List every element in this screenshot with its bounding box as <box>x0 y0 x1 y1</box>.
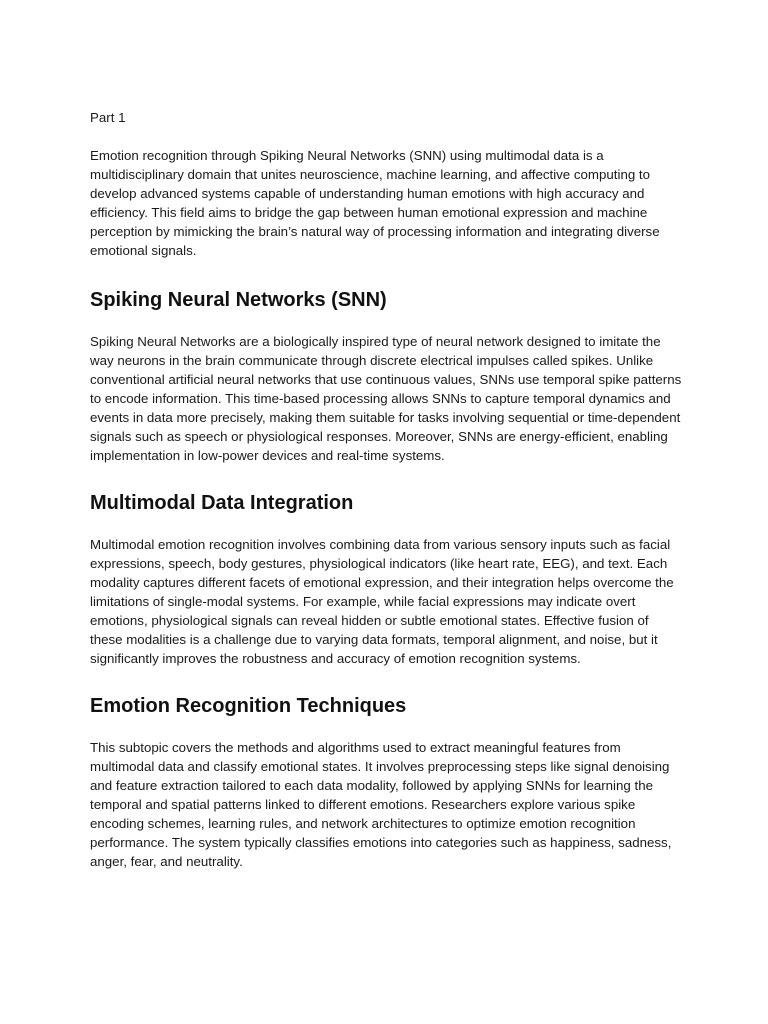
part-label: Part 1 <box>90 110 126 125</box>
section-body-snn: Spiking Neural Networks are a biologically inspired type of neural network designed to imitate the way neurons in the brain communicate through discrete electrical impulses called spikes. Unlike conventional artificial neural networks that use continuous values, SNNs use temporal spike patterns to encode information. This time-based processing allows SNNs to capture temporal dynamics and events in data more precisely, making them suitable for tasks involving sequential or time-dependent signals such as speech or physiological responses. Moreover, SNNs are energy-efficient, enabling implementation in low-power devices and real-time systems. <box>90 334 682 463</box>
section-body-techniques: This subtopic covers the methods and algorithms used to extract meaningful features from multimodal data and classify emotional states. It involves preprocessing steps like signal denoising and feature extraction tailored to each data modality, followed by applying SNNs for learning the temporal and spatial patterns linked to different emotions. Researchers explore various spike encoding schemes, learning rules, and network architectures to optimize emotion recognition performance. The system typically classifies emotions into categories such as happiness, sadness, anger, fear, and neutrality. <box>90 740 672 869</box>
document-page <box>90 108 682 871</box>
section-heading-multimodal: Multimodal Data Integration <box>90 492 354 514</box>
section-heading-snn: Spiking Neural Networks (SNN) <box>90 289 387 311</box>
intro-paragraph: Emotion recognition through Spiking Neural Networks (SNN) using multimodal data is a multidisciplinary domain that unites neuroscience, machine learning, and affective computing to develop advanced systems capable of understanding human emotions with high accuracy and efficiency. This field aims to bridge the gap between human emotional expression and machine perception by mimicking the brain’s natural way of processing information and integrating diverse emotional signals. <box>90 148 660 258</box>
section-heading-techniques: Emotion Recognition Techniques <box>90 695 407 717</box>
section-body-multimodal: Multimodal emotion recognition involves combining data from various sensory inputs such as facial expressions, speech, body gestures, physiological indicators (like heart rate, EEG), and text. Each modality captures different facets of emotional expression, and their integration helps overcome the limitations of single-modal systems. For example, while facial expressions may indicate overt emotions, physiological signals can reveal hidden or subtle emotional states. Effective fusion of these modalities is a challenge due to varying data formats, temporal alignment, and noise, but it significantly improves the robustness and accuracy of emotion recognition systems. <box>90 537 674 666</box>
